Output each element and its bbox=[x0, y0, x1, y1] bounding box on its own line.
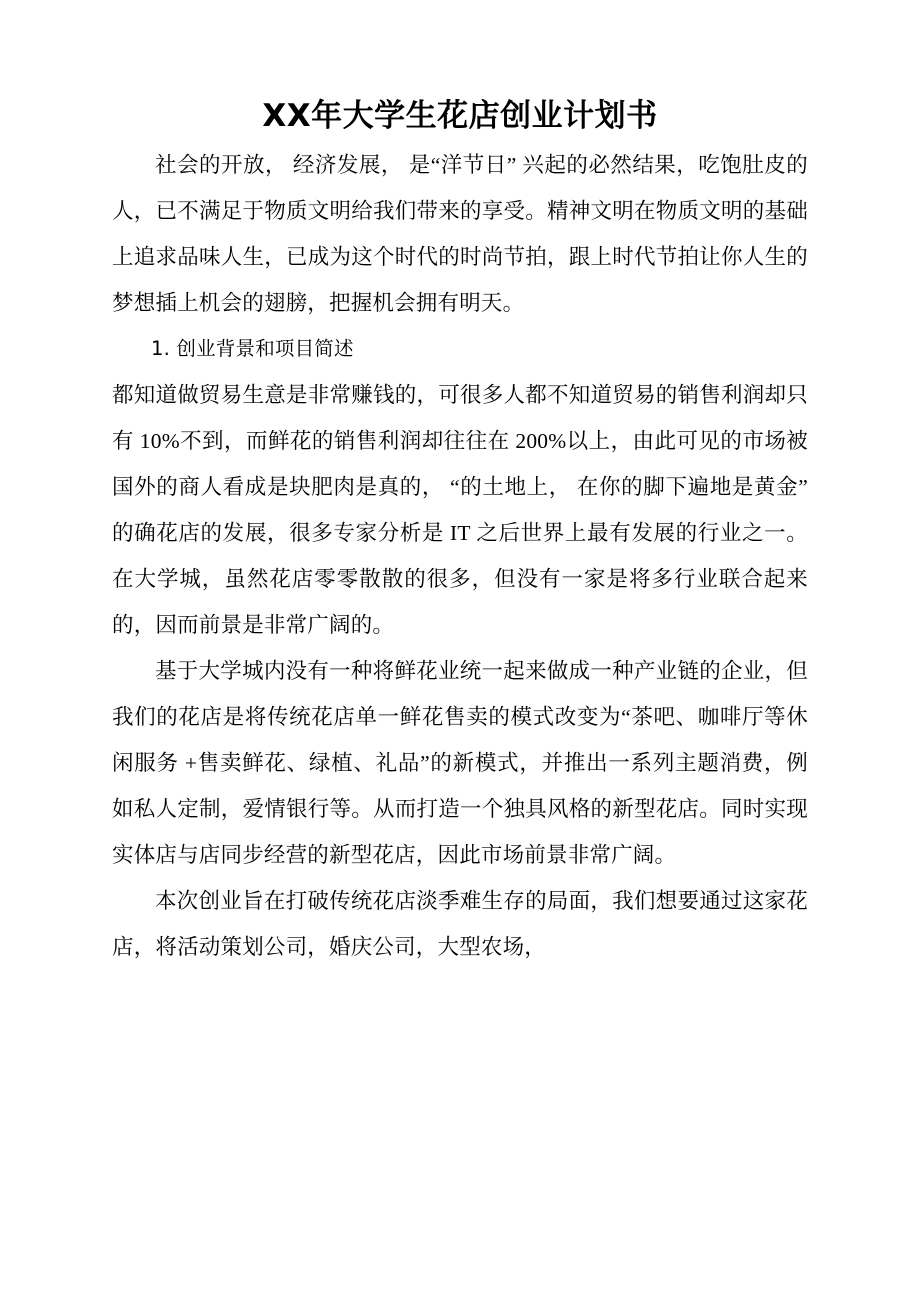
background-paragraph: 都知道做贸易生意是非常赚钱的，可很多人都不知道贸易的销售利润却只有 10%不到，而鲜花的销售利润却往往在 200%以上，由此可见的市场被国外的商人看成是块肥肉是真的， “的土地上， 在你的脚下遍地是黄金” 的确花店的发展，很多专家分析是 IT 之后世界上最有发展的行业之一。在大学城，虽然花店零零散散的很多，但没有一家是将多行业联合起来的，因而前景是非常广阔的。 bbox=[112, 383, 808, 638]
goal-paragraph: 本次创业旨在打破传统花店淡季难生存的局面，我们想要通过这家花店，将活动策划公司，婚庆公司，大型农场， bbox=[112, 889, 808, 960]
section-heading-1: 1. 创业背景和项目简述 bbox=[151, 337, 354, 361]
business-model-paragraph: 基于大学城内没有一种将鲜花业统一起来做成一种产业链的企业，但我们的花店是将传统花店单一鲜花售卖的模式改变为“茶吧、咖啡厅等休闲服务 +售卖鲜花、绿植、礼品”的新模式，并推出一系列主题消费，例如私人定制，爱情银行等。从而打造一个独具风格的新型花店。同时实现实体店与店同步经营的新型花店，因此市场前景非常广阔。 bbox=[112, 659, 808, 868]
page-title: XX年大学生花店创业计划书 bbox=[262, 98, 658, 134]
document-body bbox=[112, 142, 808, 970]
intro-paragraph: 社会的开放， 经济发展， 是“洋节日” 兴起的必然结果，吃饱肚皮的人，已不满足于物质文明给我们带来的享受。精神文明在物质文明的基础上追求品味人生，已成为这个时代的时尚节拍，跟上时代节拍让你人生的梦想插上机会的翅膀，把握机会拥有明天。 bbox=[112, 153, 808, 316]
